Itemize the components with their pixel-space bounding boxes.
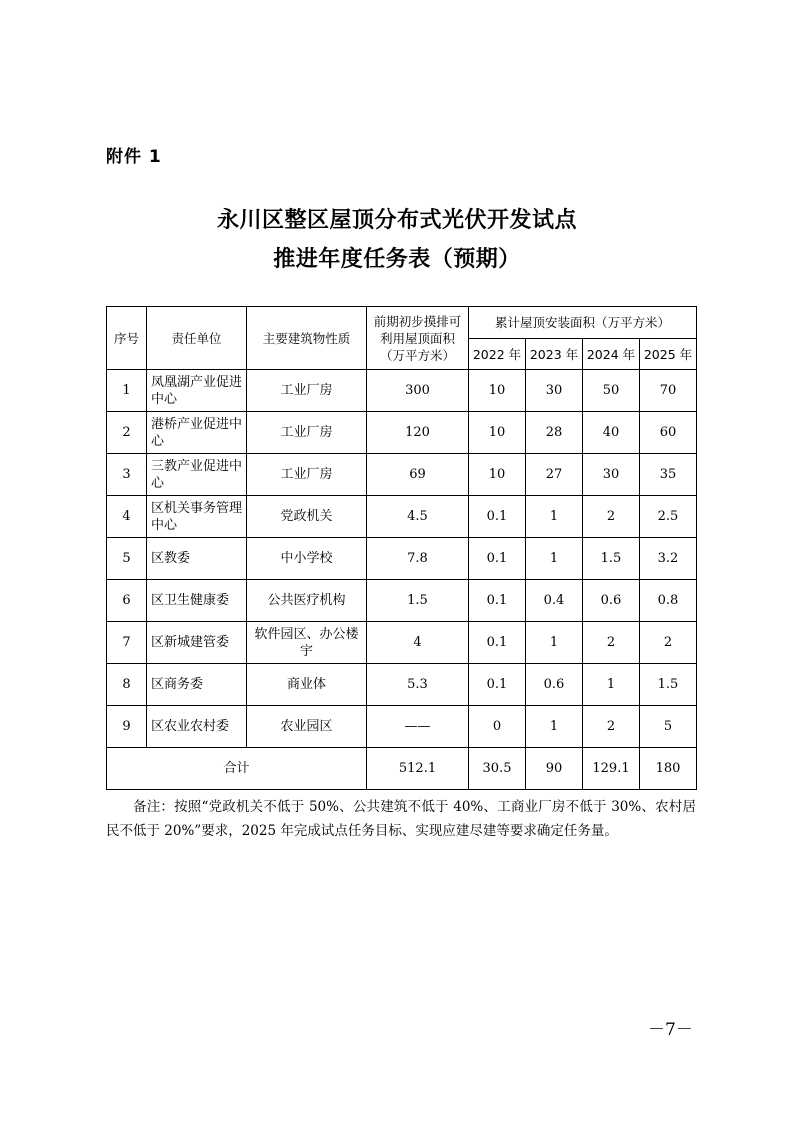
table-row — [107, 538, 697, 580]
cell-nature: 工业厂房 — [247, 454, 367, 496]
cell-area: 5.3 — [367, 664, 469, 706]
cell-area: 120 — [367, 412, 469, 454]
cell-2022: 0.1 — [469, 664, 526, 706]
cell-2023: 1 — [526, 538, 583, 580]
cell-2024: 1.5 — [583, 538, 640, 580]
cell-2023: 28 — [526, 412, 583, 454]
cell-2025: 3.2 — [640, 538, 697, 580]
document-title-line-1: 永川区整区屋顶分布式光伏开发试点 — [216, 208, 577, 233]
cell-2024: 30 — [583, 454, 640, 496]
table-row — [107, 706, 697, 748]
cell-area: —— — [367, 706, 469, 748]
cell-2025: 0.8 — [640, 580, 697, 622]
cell-2023: 1 — [526, 622, 583, 664]
cell-2022: 0.1 — [469, 496, 526, 538]
attachment-label: 附件 1 — [106, 147, 162, 167]
cell-seq: 4 — [107, 496, 147, 538]
cell-unit: 区卫生健康委 — [147, 580, 247, 622]
table-total-row — [107, 748, 697, 790]
cell-2023: 27 — [526, 454, 583, 496]
cell-unit: 港桥产业促进中心 — [147, 412, 247, 454]
cell-2024: 0.6 — [583, 580, 640, 622]
cell-seq: 5 — [107, 538, 147, 580]
total-2022: 30.5 — [469, 748, 526, 790]
cell-2024: 40 — [583, 412, 640, 454]
cell-2025: 1.5 — [640, 664, 697, 706]
cell-2025: 60 — [640, 412, 697, 454]
header-year-2024: 2024 年 — [583, 339, 640, 370]
cell-2025: 35 — [640, 454, 697, 496]
cell-unit: 区新城建管委 — [147, 622, 247, 664]
table-row — [107, 580, 697, 622]
cell-nature: 公共医疗机构 — [247, 580, 367, 622]
cell-2024: 50 — [583, 370, 640, 412]
cell-seq: 6 — [107, 580, 147, 622]
header-unit: 责任单位 — [147, 307, 247, 370]
cell-unit: 区教委 — [147, 538, 247, 580]
header-cumulative: 累计屋顶安装面积（万平方米） — [469, 307, 697, 339]
total-2025: 180 — [640, 748, 697, 790]
cell-2023: 30 — [526, 370, 583, 412]
cell-2025: 5 — [640, 706, 697, 748]
cell-2022: 0.1 — [469, 538, 526, 580]
table-row — [107, 664, 697, 706]
cell-2022: 10 — [469, 454, 526, 496]
cell-nature: 农业园区 — [247, 706, 367, 748]
cell-2025: 70 — [640, 370, 697, 412]
cell-2022: 10 — [469, 370, 526, 412]
table-row — [107, 412, 697, 454]
document-title-line-2: 推进年度任务表（预期） — [273, 247, 521, 272]
total-label: 合计 — [107, 748, 367, 790]
header-year-2025: 2025 年 — [640, 339, 697, 370]
cell-2024: 2 — [583, 622, 640, 664]
total-2023: 90 — [526, 748, 583, 790]
cell-2023: 1 — [526, 496, 583, 538]
header-nature: 主要建筑物性质 — [247, 307, 367, 370]
cell-unit: 凤凰湖产业促进中心 — [147, 370, 247, 412]
total-area: 512.1 — [367, 748, 469, 790]
total-2024: 129.1 — [583, 748, 640, 790]
cell-seq: 2 — [107, 412, 147, 454]
header-year-2023: 2023 年 — [526, 339, 583, 370]
cell-2024: 2 — [583, 496, 640, 538]
cell-unit: 区农业农村委 — [147, 706, 247, 748]
header-year-2022: 2022 年 — [469, 339, 526, 370]
cell-nature: 工业厂房 — [247, 412, 367, 454]
cell-area: 300 — [367, 370, 469, 412]
table-row — [107, 370, 697, 412]
page-number: －7－ — [648, 1020, 693, 1040]
header-area: 前期初步摸排可利用屋顶面积（万平方米） — [367, 307, 469, 370]
cell-2024: 2 — [583, 706, 640, 748]
table-row — [107, 496, 697, 538]
header-seq: 序号 — [107, 307, 147, 370]
cell-2023: 0.4 — [526, 580, 583, 622]
cell-area: 4 — [367, 622, 469, 664]
cell-nature: 党政机关 — [247, 496, 367, 538]
cell-seq: 7 — [107, 622, 147, 664]
table-row — [107, 622, 697, 664]
table-row — [107, 454, 697, 496]
cell-2022: 0 — [469, 706, 526, 748]
cell-area: 7.8 — [367, 538, 469, 580]
cell-area: 69 — [367, 454, 469, 496]
cell-unit: 区机关事务管理中心 — [147, 496, 247, 538]
cell-2023: 0.6 — [526, 664, 583, 706]
cell-area: 4.5 — [367, 496, 469, 538]
cell-seq: 3 — [107, 454, 147, 496]
table-note: 备注：按照“党政机关不低于 50%、公共建筑不低于 40%、工商业厂房不低于 30%、农村居民不低于 20%”要求，2025 年完成试点任务目标、实现应建尽建等要求确定任务量。 — [106, 799, 696, 839]
cell-seq: 8 — [107, 664, 147, 706]
cell-nature: 软件园区、办公楼宇 — [247, 622, 367, 664]
cell-2023: 1 — [526, 706, 583, 748]
cell-2024: 1 — [583, 664, 640, 706]
cell-unit: 三教产业促进中心 — [147, 454, 247, 496]
cell-2022: 0.1 — [469, 622, 526, 664]
cell-2025: 2.5 — [640, 496, 697, 538]
cell-area: 1.5 — [367, 580, 469, 622]
cell-nature: 工业厂房 — [247, 370, 367, 412]
cell-seq: 9 — [107, 706, 147, 748]
cell-nature: 中小学校 — [247, 538, 367, 580]
cell-2022: 10 — [469, 412, 526, 454]
cell-unit: 区商务委 — [147, 664, 247, 706]
cell-2022: 0.1 — [469, 580, 526, 622]
cell-nature: 商业体 — [247, 664, 367, 706]
cell-2025: 2 — [640, 622, 697, 664]
task-table — [106, 306, 697, 790]
cell-seq: 1 — [107, 370, 147, 412]
